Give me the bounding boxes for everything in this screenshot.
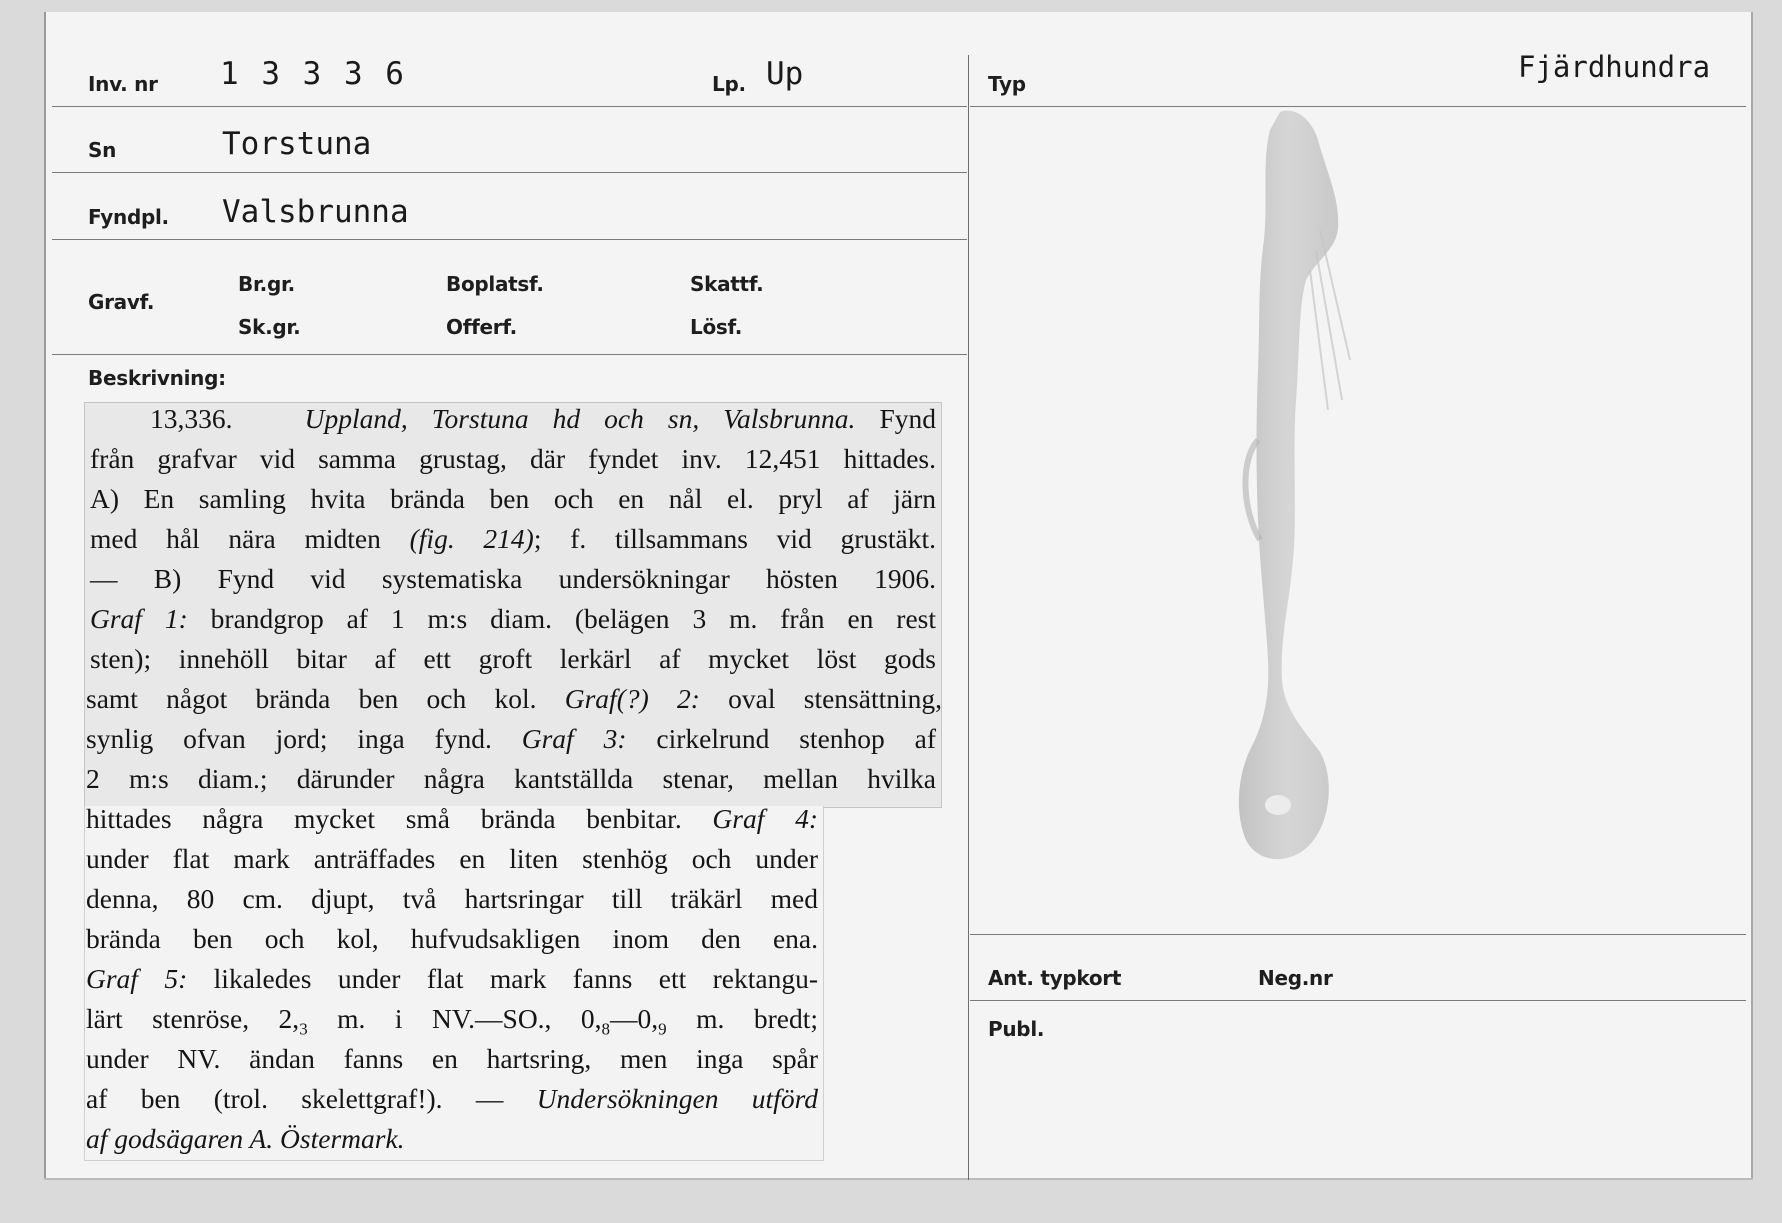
offerf-label: Offerf. [446, 315, 517, 339]
negnr-label: Neg.nr [1258, 966, 1333, 990]
rule-typkort [970, 1000, 1746, 1001]
sn-value: Torstuna [222, 126, 372, 162]
desc-line: A) En samling hvita brända ben och en nål el. pryl af järn [90, 483, 936, 514]
losf-label: Lösf. [690, 315, 743, 339]
typ-label: Typ [988, 72, 1026, 96]
desc-line: denna, 80 cm. djupt, två hartsringar till träkärl med [86, 883, 818, 914]
desc-line: brända ben och kol, hufvudsakligen inom den ena. [86, 923, 818, 954]
desc-line: sten); innehöll bitar af ett groft lerkärl af mycket löst gods [90, 643, 936, 674]
rule-sn [52, 172, 967, 173]
desc-line: från grafvar vid samma grustag, där fyndet inv. 12,451 hittades. [90, 443, 936, 474]
sn-label: Sn [88, 138, 117, 162]
desc-line: af ben (trol. skelettgraf!). — Undersökningen utförd [86, 1083, 818, 1114]
needle-illustration [1200, 100, 1380, 890]
column-divider [968, 55, 969, 1180]
boplatsf-label: Boplatsf. [446, 272, 544, 296]
skattf-label: Skattf. [690, 272, 764, 296]
ant-typkort-label: Ant. typkort [988, 966, 1122, 990]
desc-line: af godsägaren A. Östermark. [86, 1123, 405, 1154]
desc-line: 13,336. Uppland, Torstuna hd och sn, Valsbrunna. Fynd [150, 403, 937, 434]
desc-line: — B) Fynd vid systematiska undersökningar hösten 1906. [90, 563, 936, 594]
rule-gravf [52, 354, 967, 355]
desc-line: Graf 1: brandgrop af 1 m:s diam. (belägen 3 m. från en rest [90, 603, 936, 634]
typ-value: Fjärdhundra [1518, 50, 1711, 84]
publ-label: Publ. [988, 1017, 1045, 1041]
desc-line: hittades några mycket små brända benbitar. Graf 4: [86, 803, 818, 834]
skgr-label: Sk.gr. [238, 315, 301, 339]
rule-fyndpl [52, 239, 967, 240]
fyndpl-value: Valsbrunna [222, 194, 409, 230]
inv-value: 1 3 3 3 6 [220, 56, 406, 92]
desc-line: lärt stenröse, $2,_3$ m. i NV.—SO., $0,_8—0,_9$ m. bredt; [86, 1003, 818, 1039]
fyndpl-label: Fyndpl. [88, 205, 169, 229]
lp-label: Lp. [712, 72, 746, 96]
gravf-label: Gravf. [88, 290, 155, 314]
lp-value: Up [766, 56, 804, 92]
desc-line: under NV. ändan fanns en hartsring, men inga spår [86, 1043, 818, 1074]
rule-illus-bottom [970, 934, 1746, 935]
desc-line: under flat mark anträffades en liten stenhög och under [86, 843, 818, 874]
desc-line: synlig ofvan jord; inga fynd. Graf 3: cirkelrund stenhop af [86, 723, 937, 754]
desc-line: Graf 5: likaledes under flat mark fanns ett rektangu- [86, 963, 818, 994]
desc-line: med hål nära midten (fig. 214); f. tillsammans vid grustäkt. [90, 523, 937, 554]
brgr-label: Br.gr. [238, 272, 295, 296]
inv-label: Inv. nr [88, 72, 158, 96]
desc-line: 2 m:s diam.; därunder några kantställda stenar, mellan hvilka [86, 763, 936, 794]
desc-line: samt något brända ben och kol. Graf(?) 2: oval stensättning, [86, 683, 943, 714]
beskrivning-label: Beskrivning: [88, 366, 226, 390]
rule-header [52, 106, 967, 107]
